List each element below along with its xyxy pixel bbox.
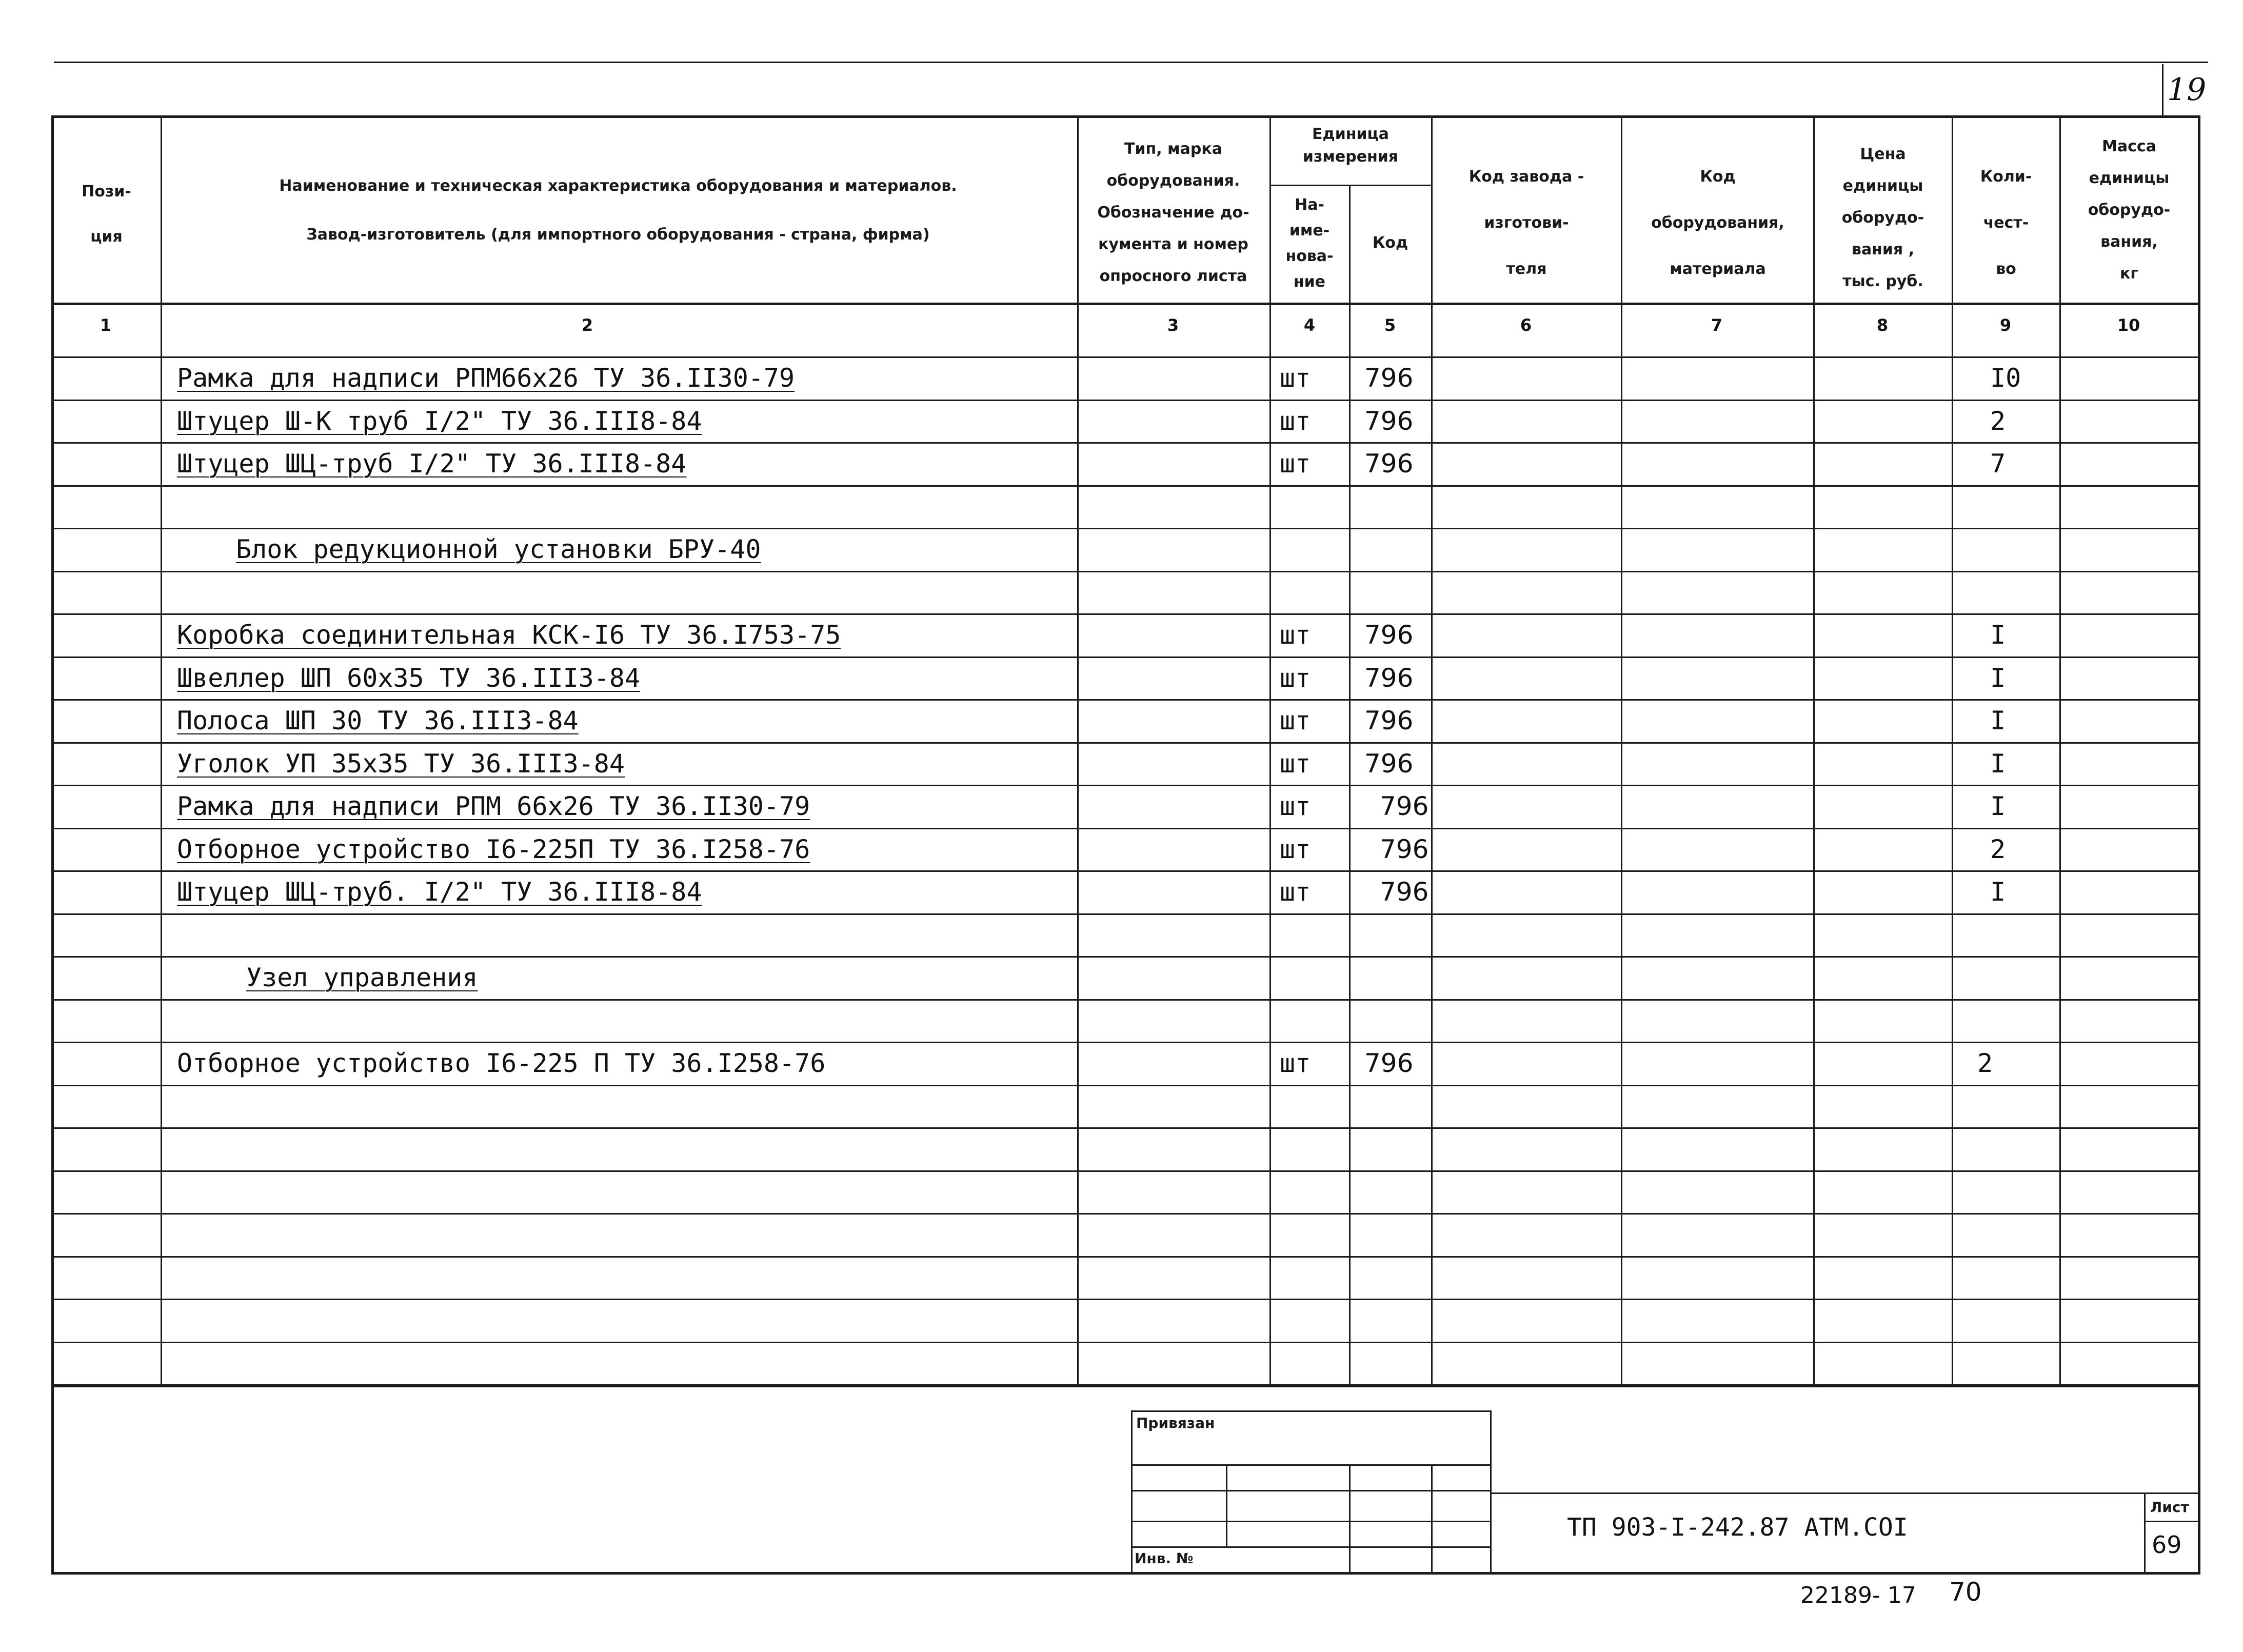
colnum-1: 1 [100, 315, 112, 335]
quantity: I [1990, 706, 2006, 735]
stamp-line-1 [1131, 1464, 1490, 1466]
col-border-7 [1813, 115, 1815, 1385]
col-border-4 [1349, 185, 1351, 1385]
stamp-line-4 [1131, 1546, 1490, 1548]
row-line [51, 400, 2200, 401]
inv-label: Инв. № [1135, 1550, 1194, 1567]
unit-code: 796 [1380, 791, 1429, 821]
header-unit-name: На- име- нова- ние [1285, 196, 1334, 291]
item-name: Отборное устройство I6-225П ТУ 36.I258-76 [177, 834, 810, 864]
unit-name: шт [1280, 1048, 1311, 1078]
item-name: Штуцер Ш-К труб I/2" ТУ 36.III8-84 [177, 406, 702, 436]
sheet-label: Лист [2150, 1499, 2189, 1516]
colnum-9: 9 [1999, 315, 2012, 335]
quantity: I0 [1990, 363, 2021, 393]
stamp-col-3 [1431, 1464, 1433, 1572]
col-border-3 [1269, 115, 1271, 1385]
row-line [51, 1170, 2200, 1172]
page-number: 70 [1949, 1577, 1982, 1607]
order-number: 22189- 17 [1800, 1582, 1916, 1608]
colnum-4: 4 [1303, 315, 1316, 335]
header-bottom-border [51, 303, 2200, 305]
unit-group-divider [1269, 185, 1431, 186]
row-line [51, 956, 2200, 958]
quantity: I [1990, 877, 2006, 907]
unit-name: шт [1280, 363, 1311, 393]
row-line [51, 742, 2200, 744]
unit-name: шт [1280, 749, 1311, 779]
grid-bottom-border [51, 1385, 2200, 1387]
page-bottom-border [51, 1572, 2200, 1575]
col-border-6 [1621, 115, 1622, 1385]
row-line [51, 1127, 2200, 1129]
row-line [51, 1213, 2200, 1215]
row-line [51, 571, 2200, 572]
unit-code: 796 [1380, 877, 1429, 907]
unit-code: 796 [1364, 363, 1414, 393]
colnum-8: 8 [1876, 315, 1889, 335]
col-border-5 [1431, 115, 1433, 1385]
quantity: 7 [1990, 449, 2006, 479]
unit-code: 796 [1364, 406, 1414, 436]
section-title: Узел управления [246, 963, 478, 992]
unit-code: 796 [1380, 834, 1429, 864]
quantity: I [1990, 791, 2006, 821]
row-line [51, 1042, 2200, 1043]
unit-name: шт [1280, 791, 1311, 821]
header-equipment-code: Код оборудования, материала [1651, 168, 1784, 278]
row-line [51, 485, 2200, 487]
stamp-col-2 [1349, 1464, 1351, 1572]
stamp-col-1 [1226, 1464, 1227, 1546]
quantity: I [1990, 663, 2006, 693]
col-border-1 [161, 115, 162, 1385]
stamp-line-3 [1131, 1521, 1490, 1522]
colnum-7: 7 [1711, 315, 1723, 335]
item-name: Рамка для надписи РПМ 66х26 ТУ 36.II30-79 [177, 791, 810, 821]
item-name: Уголок УП 35х35 ТУ 36.III3-84 [177, 749, 625, 779]
col-border-10 [2198, 115, 2200, 1572]
header-name: Наименование и техническая характеристика оборудования и материалов. Завод-изготовитель (для импортного оборудования - страна, фирма) [279, 177, 957, 244]
document-code: ТП 903-I-242.87 АТМ.СОI [1567, 1513, 1908, 1542]
quantity: 2 [1977, 1048, 1993, 1078]
colnum-3: 3 [1167, 315, 1179, 335]
table-top-border [51, 115, 2200, 118]
unit-code: 796 [1364, 706, 1414, 735]
item-name: Рамка для надписи РПМ66х26 ТУ 36.II30-79 [177, 363, 795, 393]
doc-code-top [1490, 1492, 2200, 1494]
col-border-0 [51, 115, 54, 1572]
item-name: Полоса ШП 30 ТУ 36.III3-84 [177, 706, 579, 735]
item-name: Отборное устройство I6-225 П ТУ 36.I258-76 [177, 1048, 826, 1078]
corner-tab-divider [2162, 64, 2163, 115]
unit-name: шт [1280, 706, 1311, 735]
row-line [51, 656, 2200, 658]
row-line [51, 785, 2200, 786]
section-title: Блок редукционной установки БРУ-40 [236, 534, 761, 564]
stamp-line-2 [1131, 1490, 1490, 1491]
row-line [51, 1342, 2200, 1343]
row-line [51, 1299, 2200, 1300]
header-unit-group: Единица измерения [1302, 125, 1399, 166]
row-line [51, 528, 2200, 529]
quantity: I [1990, 749, 2006, 779]
unit-name: шт [1280, 620, 1311, 650]
header-manufacturer-code: Код завода - изготови- теля [1468, 168, 1584, 278]
col-border-9 [2059, 115, 2061, 1385]
sheet-number: 69 [2152, 1531, 2182, 1559]
sheet-box-divider [2144, 1521, 2200, 1522]
col-border-8 [1952, 115, 1953, 1385]
quantity: 2 [1990, 834, 2006, 864]
sheet-box-left [2144, 1492, 2146, 1572]
unit-code: 796 [1364, 449, 1414, 479]
row-line [51, 1256, 2200, 1258]
colnum-2: 2 [581, 315, 593, 335]
page-top-rule [54, 62, 2208, 63]
col-border-2 [1077, 115, 1079, 1385]
corner-mark: 19 [2167, 72, 2207, 108]
row-line [51, 828, 2200, 829]
row-line [51, 699, 2200, 701]
unit-code: 796 [1364, 620, 1414, 650]
stamp-top [1131, 1410, 1490, 1412]
unit-code: 796 [1364, 749, 1414, 779]
row-line [51, 999, 2200, 1001]
item-name: Штуцер ШЦ-труб. I/2" ТУ 36.III8-84 [177, 877, 702, 907]
unit-name: шт [1280, 449, 1311, 479]
quantity: 2 [1990, 406, 2006, 436]
header-position: Пози- ция [82, 183, 131, 246]
header-mass: Масса единицы оборудо- вания, кг [2088, 137, 2171, 283]
row-line [51, 913, 2200, 915]
unit-name: шт [1280, 663, 1311, 693]
unit-name: шт [1280, 406, 1311, 436]
row-line [51, 442, 2200, 444]
item-name: Коробка соединительная КСК-I6 ТУ 36.I753-75 [177, 620, 841, 650]
header-unit-price: Цена единицы оборудо- вания , тыс. руб. [1841, 145, 1924, 290]
row-line [51, 613, 2200, 615]
stamp-right [1490, 1410, 1492, 1572]
unit-code: 796 [1364, 663, 1414, 693]
unit-name: шт [1280, 834, 1311, 864]
colnum-10: 10 [2117, 315, 2140, 335]
header-type: Тип, марка оборудования. Обозначение до- кумента и номер опросного листа [1097, 140, 1249, 285]
colnum-6: 6 [1520, 315, 1532, 335]
header-unit-code: Код [1372, 234, 1408, 252]
attached-label: Привязан [1136, 1415, 1215, 1431]
item-name: Швеллер ШП 60х35 ТУ 36.III3-84 [177, 663, 641, 693]
header-quantity: Коли- чест- во [1980, 168, 2032, 278]
colnum-5: 5 [1384, 315, 1396, 335]
unit-code: 796 [1364, 1048, 1414, 1078]
unit-name: шт [1280, 877, 1311, 907]
number-row-bottom [51, 356, 2200, 358]
item-name: Штуцер ШЦ-труб I/2" ТУ 36.III8-84 [177, 449, 687, 479]
row-line [51, 1085, 2200, 1086]
quantity: I [1990, 620, 2006, 650]
row-line [51, 870, 2200, 872]
